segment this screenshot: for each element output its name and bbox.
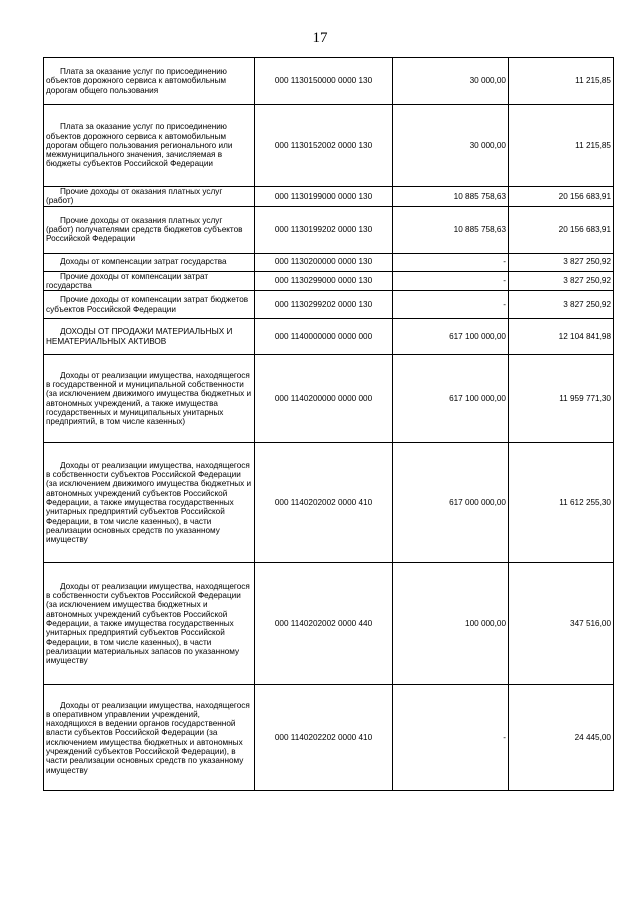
row-name-text: Прочие доходы от компенсации затрат бюджетов субъектов Российской Федерации [46, 295, 249, 314]
page-number: 17 [312, 30, 328, 46]
fact-cell: 11 215,85 [509, 58, 614, 105]
code-cell: 000 1140000000 0000 000 [255, 319, 393, 355]
row-name-text: Прочие доходы от оказания платных услуг (работ) [46, 187, 223, 206]
table-row [44, 355, 614, 443]
name-cell [44, 206, 255, 253]
name-cell [44, 685, 255, 791]
plan-cell: - [393, 291, 509, 319]
plan-cell: - [393, 685, 509, 791]
row-name-text: Плата за оказание услуг по присоединению объектов дорожного сервиса к автомобильным дорогам общего пользования регионального или межмуниципального значения, зачисляемая в бюджеты субъектов Российской Федерации [46, 122, 233, 169]
fact-cell: 11 612 255,30 [509, 443, 614, 563]
row-name-text: Прочие доходы от оказания платных услуг (работ) получателями средств бюджетов субъектов Российской Федерации [46, 215, 243, 244]
code-cell: 000 1140202002 0000 410 [255, 443, 393, 563]
plan-cell: 100 000,00 [393, 563, 509, 685]
code-cell: 000 1140202202 0000 410 [255, 685, 393, 791]
row-name-text: ДОХОДЫ ОТ ПРОДАЖИ МАТЕРИАЛЬНЫХ И НЕМАТЕРИАЛЬНЫХ АКТИВОВ [46, 327, 233, 346]
plan-cell: 30 000,00 [393, 58, 509, 105]
name-cell [44, 253, 255, 271]
name-cell [44, 291, 255, 319]
code-cell: 000 1130200000 0000 130 [255, 253, 393, 271]
row-name-text: Доходы от реализации имущества, находящегося в государственной и муниципальной собственности (за исключением движимого имущества бюджетных и автономных учреждений, а также имущества государственных и муниципальных унитарных предприятий, в том числе казенных) [46, 370, 252, 427]
row-name-text: Прочие доходы от компенсации затрат государства [46, 271, 209, 290]
table-row [44, 319, 614, 355]
row-name-text: Доходы от реализации имущества, находящегося в оперативном управлении учреждений, находящихся в ведении органов государственной власти субъектов Российской Федерации (за исключением имущества бюджетных и автономных учреждений субъектов Российской Федерации), в части реализации основных средств по указанному имуществу [46, 700, 250, 775]
table-row [44, 58, 614, 105]
plan-cell: 617 100 000,00 [393, 355, 509, 443]
name-cell [44, 58, 255, 105]
name-cell [44, 355, 255, 443]
name-cell [44, 443, 255, 563]
table-row [44, 105, 614, 187]
fact-cell: 347 516,00 [509, 563, 614, 685]
name-cell [44, 271, 255, 291]
table-row [44, 253, 614, 271]
plan-cell: 30 000,00 [393, 105, 509, 187]
code-cell: 000 1130299000 0000 130 [255, 271, 393, 291]
fact-cell: 3 827 250,92 [509, 291, 614, 319]
fact-cell: 3 827 250,92 [509, 253, 614, 271]
table-row [44, 685, 614, 791]
fact-cell: 11 215,85 [509, 105, 614, 187]
table-row [44, 206, 614, 253]
plan-cell: 617 000 000,00 [393, 443, 509, 563]
plan-cell: 10 885 758,63 [393, 206, 509, 253]
row-name-text: Доходы от реализации имущества, находящегося в собственности субъектов Российской Федерации (за исключением имущества бюджетных и автономных учреждений субъектов Российской Федерации, а также имущества государственных унитарных предприятий субъектов Российской Федерации, в том числе казенных), в части реализации материальных запасов по указанному имуществу [46, 581, 250, 666]
code-cell: 000 1130199202 0000 130 [255, 206, 393, 253]
fact-cell: 12 104 841,98 [509, 319, 614, 355]
name-cell [44, 563, 255, 685]
name-cell [44, 187, 255, 207]
code-cell: 000 1130299202 0000 130 [255, 291, 393, 319]
fact-cell: 3 827 250,92 [509, 271, 614, 291]
name-cell [44, 319, 255, 355]
fact-cell: 20 156 683,91 [509, 187, 614, 207]
fact-cell: 24 445,00 [509, 685, 614, 791]
code-cell: 000 1140200000 0000 000 [255, 355, 393, 443]
plan-cell: 617 100 000,00 [393, 319, 509, 355]
revenue-table [43, 57, 614, 791]
row-name-text: Плата за оказание услуг по присоединению объектов дорожного сервиса к автомобильным дорогам общего пользования [46, 67, 227, 95]
row-name-text: Доходы от реализации имущества, находящегося в собственности субъектов Российской Федерации (за исключением движимого имущества бюджетных и автономных учреждений субъектов Российской Федерации, а также имущества государственных унитарных предприятий субъектов Российской Федерации, в том числе казенных), в части реализации основных средств по указанному имуществу [46, 460, 252, 545]
plan-cell: 10 885 758,63 [393, 187, 509, 207]
row-name-text: Доходы от компенсации затрат государства [60, 257, 227, 267]
table-row [44, 271, 614, 291]
code-cell: 000 1140202002 0000 440 [255, 563, 393, 685]
code-cell: 000 1130152002 0000 130 [255, 105, 393, 187]
plan-cell: - [393, 271, 509, 291]
fact-cell: 11 959 771,30 [509, 355, 614, 443]
code-cell: 000 1130199000 0000 130 [255, 187, 393, 207]
table-row [44, 291, 614, 319]
table-row [44, 563, 614, 685]
plan-cell: - [393, 253, 509, 271]
fact-cell: 20 156 683,91 [509, 206, 614, 253]
code-cell: 000 1130150000 0000 130 [255, 58, 393, 105]
name-cell [44, 105, 255, 187]
table-row [44, 187, 614, 207]
table-row [44, 443, 614, 563]
